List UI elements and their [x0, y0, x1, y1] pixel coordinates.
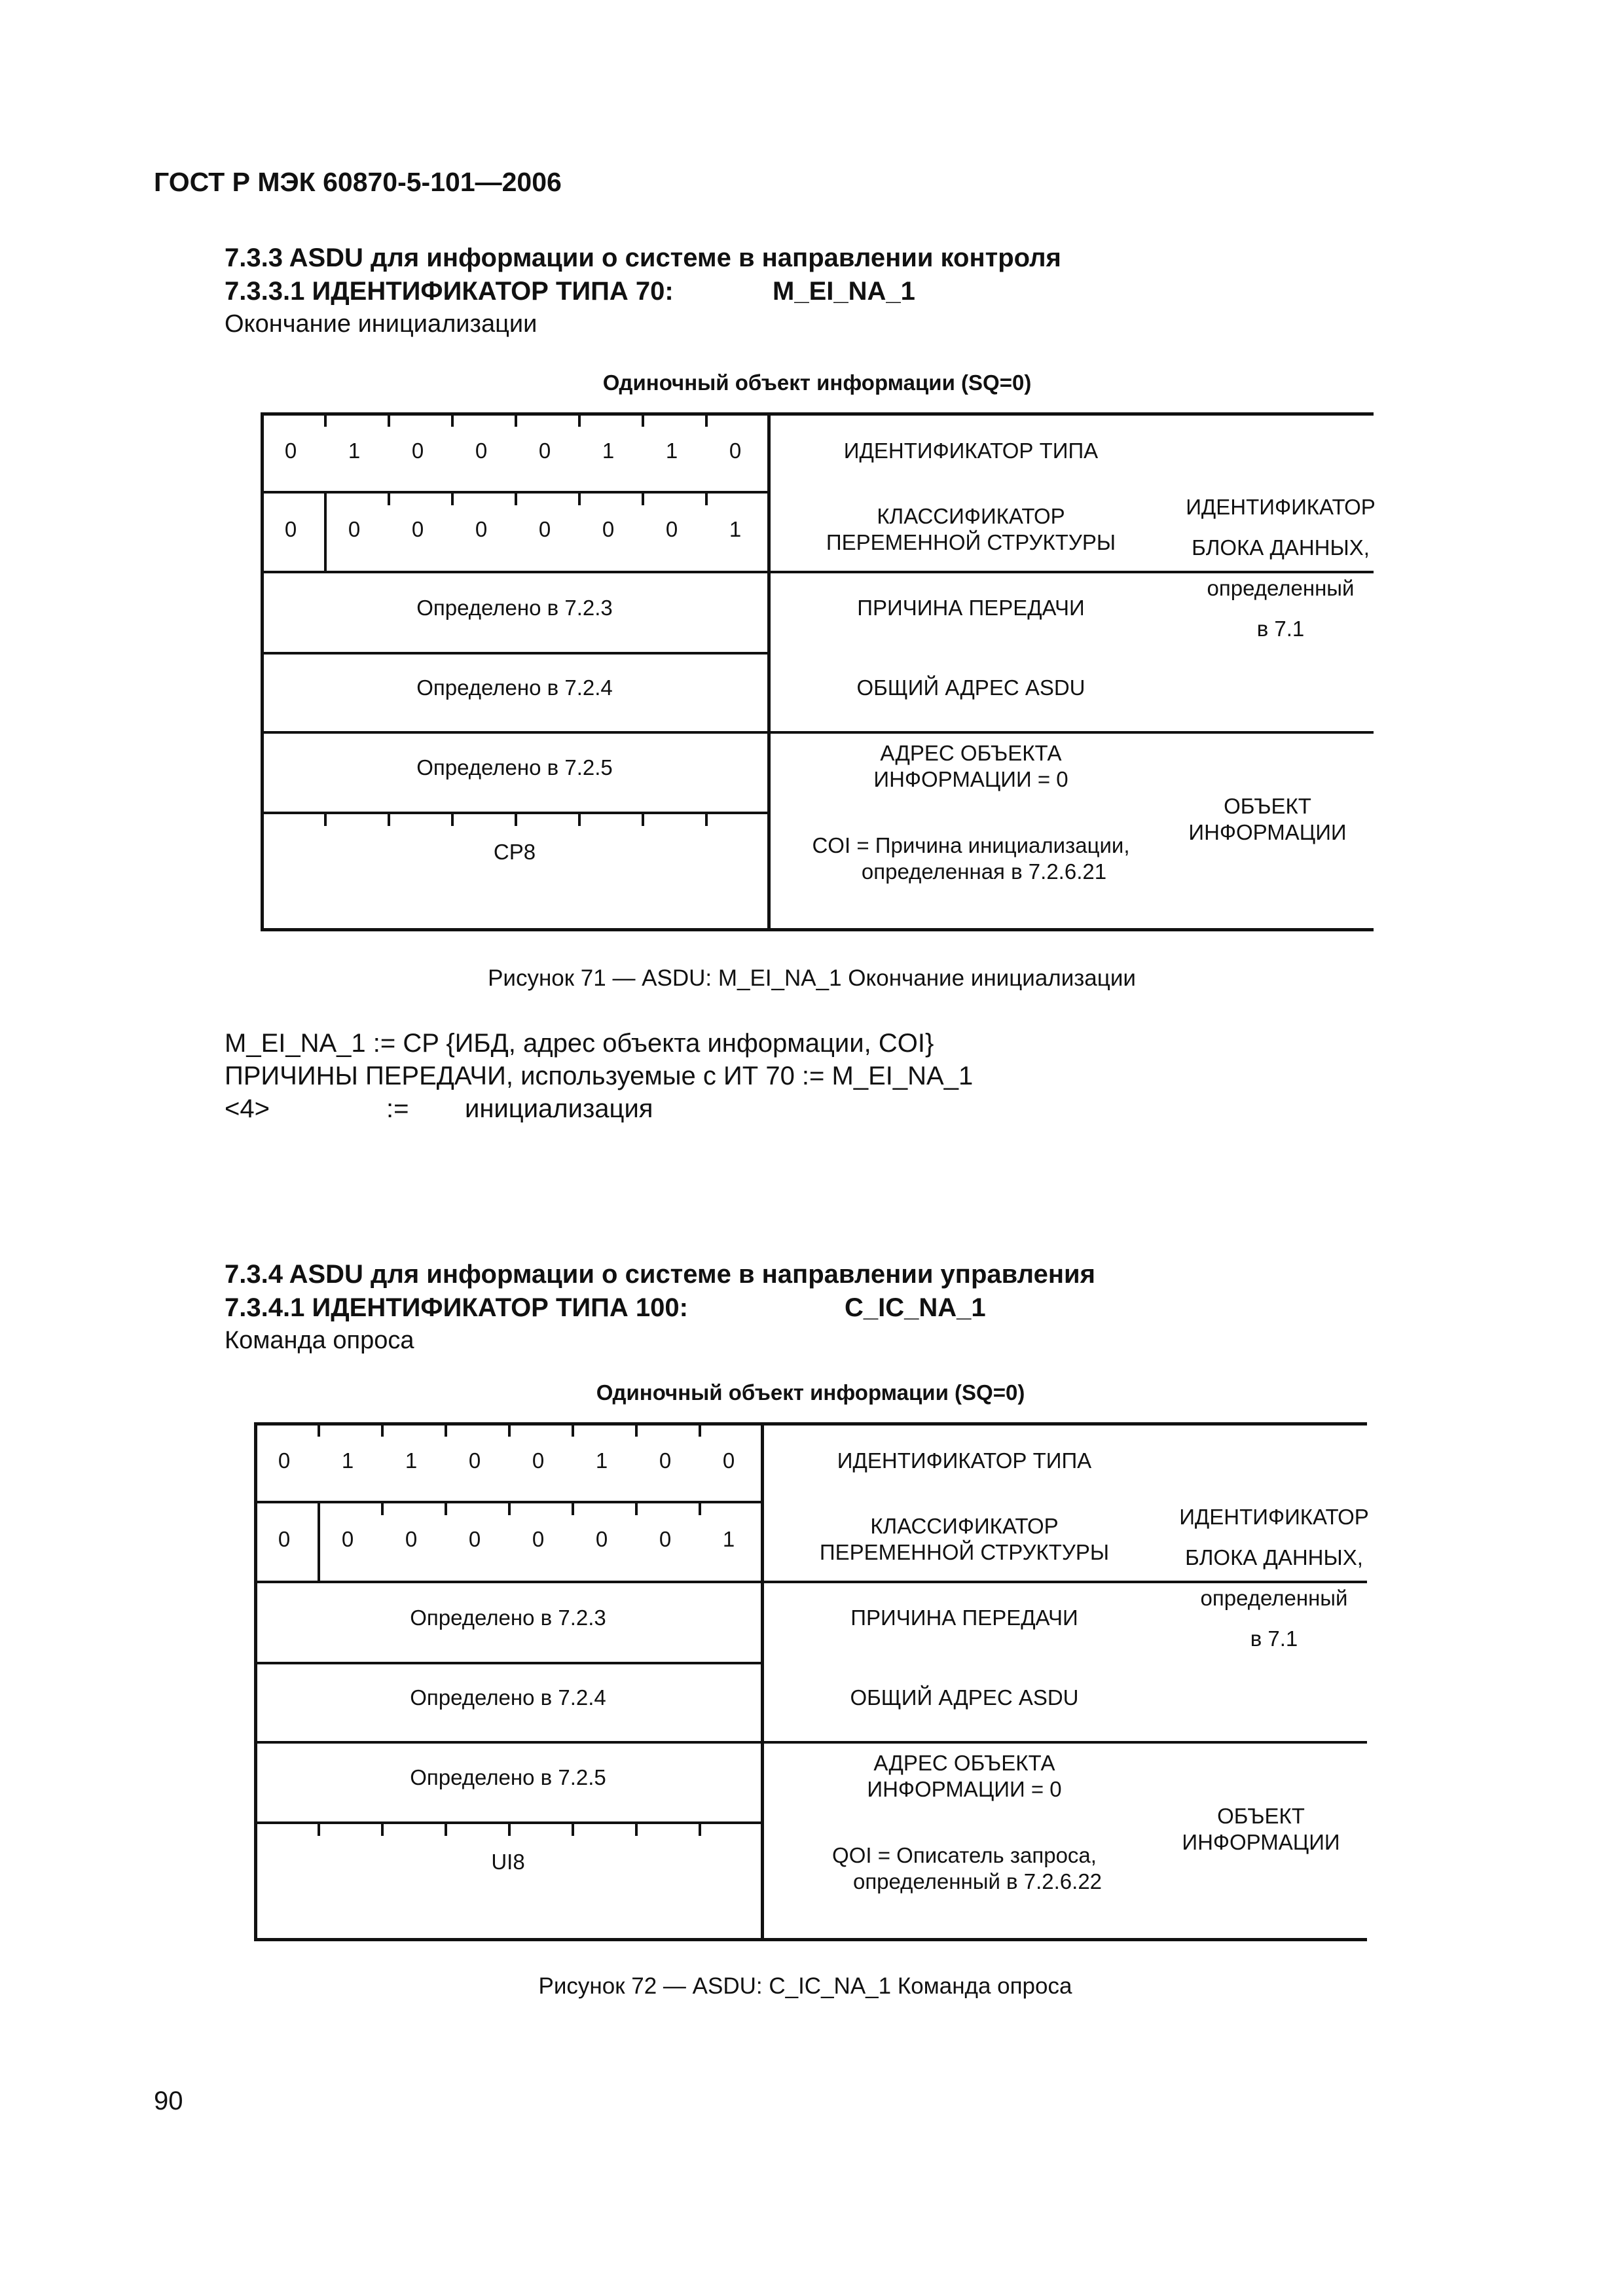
group-label: ИДЕНТИФИКАТОР: [1179, 1505, 1369, 1529]
section-heading: 7.3.4 ASDU для информации о системе в направлении управления: [225, 1260, 1095, 1289]
bit-value: 0: [659, 1448, 672, 1473]
bit-value: 0: [278, 1448, 291, 1473]
bit-value: 0: [595, 1527, 608, 1551]
bit-tick: [572, 1821, 574, 1836]
bit-value: 0: [538, 517, 551, 541]
group-label: ОБЪЕКТ: [1217, 1804, 1305, 1828]
row-text: Определено в 7.2.5: [410, 1765, 606, 1789]
bit-tick: [642, 812, 644, 826]
bit-tick: [635, 1422, 638, 1437]
bit-tick: [572, 1501, 574, 1515]
bit-value: 0: [532, 1527, 545, 1551]
bit-tick: [324, 812, 327, 826]
page-number: 90: [154, 2087, 183, 2115]
field-label: ИНФОРМАЦИИ = 0: [867, 1777, 1062, 1801]
bit-value: 1: [602, 439, 615, 463]
bit-tick: [642, 491, 644, 505]
bit-tick: [318, 1422, 320, 1437]
cause-op: :=: [386, 1094, 409, 1123]
bit-value: 0: [532, 1448, 545, 1473]
bit-tick: [445, 1422, 447, 1437]
bit-value: 1: [595, 1448, 608, 1473]
bit-value: 0: [468, 1527, 481, 1551]
type-heading: 7.3.4.1 ИДЕНТИФИКАТОР ТИПА 100:: [225, 1293, 688, 1322]
type-heading: 7.3.3.1 ИДЕНТИФИКАТОР ТИПА 70:: [225, 277, 674, 306]
bit-tick: [578, 412, 581, 427]
bit-value: 0: [475, 439, 488, 463]
bit-tick: [318, 1821, 320, 1836]
bit-divider: [324, 491, 327, 571]
row-text: Определено в 7.2.3: [410, 1605, 606, 1630]
bit-tick: [699, 1501, 701, 1515]
field-label: ПЕРЕМЕННОЙ СТРУКТУРЫ: [826, 530, 1116, 554]
rule-row: [261, 652, 769, 655]
field-label: QOI = Описатель запроса,: [832, 1843, 1097, 1867]
group-label: ИНФОРМАЦИИ: [1182, 1830, 1340, 1854]
bit-tick: [578, 491, 581, 505]
bit-tick: [451, 412, 454, 427]
bit-value: 0: [538, 439, 551, 463]
bit-value: 1: [341, 1448, 354, 1473]
bit-tick: [705, 491, 708, 505]
bit-tick: [578, 812, 581, 826]
bit-tick: [635, 1501, 638, 1515]
field-label: определенная в 7.2.6.21: [861, 859, 1107, 884]
bit-value: 0: [468, 1448, 481, 1473]
row-text: Определено в 7.2.3: [416, 596, 613, 620]
bit-value: 0: [341, 1527, 354, 1551]
bit-tick: [381, 1501, 384, 1515]
bit-tick: [381, 1821, 384, 1836]
field-label: ПЕРЕМЕННОЙ СТРУКТУРЫ: [819, 1540, 1110, 1564]
rule-top: [261, 412, 1374, 416]
group-label: ИНФОРМАЦИИ: [1188, 820, 1347, 844]
bit-value: 0: [278, 1527, 291, 1551]
rule-row: [261, 731, 1374, 734]
group-label: в 7.1: [1256, 617, 1305, 641]
row-text: CP8: [493, 840, 536, 864]
type-code: C_IC_NA_1: [845, 1293, 986, 1322]
rule-top: [254, 1422, 1367, 1426]
bit-tick: [699, 1422, 701, 1437]
bit-tick: [388, 491, 390, 505]
causes-line: ПРИЧИНЫ ПЕРЕДАЧИ, используемые с ИТ 70 := M_EI_NA_1: [225, 1062, 974, 1090]
bit-tick: [515, 812, 517, 826]
group-label: БЛОКА ДАННЫХ,: [1192, 535, 1370, 560]
bit-tick: [515, 491, 517, 505]
bit-tick: [388, 812, 390, 826]
bit-value: 1: [729, 517, 742, 541]
bit-value: 1: [722, 1527, 735, 1551]
bit-tick: [445, 1501, 447, 1515]
bit-value: 0: [284, 439, 297, 463]
frame-left: [261, 412, 264, 931]
field-label: ИНФОРМАЦИИ = 0: [873, 767, 1068, 791]
section-subtitle: Окончание инициализации: [225, 310, 538, 338]
bit-value: 0: [665, 517, 678, 541]
cause-code: <4>: [225, 1094, 270, 1123]
figure-title: Одиночный объект информации (SQ=0): [596, 1380, 1025, 1405]
group-label: ИДЕНТИФИКАТОР: [1186, 495, 1376, 519]
bit-tick: [705, 812, 708, 826]
bit-tick: [445, 1821, 447, 1836]
section-subtitle: Команда опроса: [225, 1327, 414, 1354]
field-label: ОБЩИЙ АДРЕС ASDU: [856, 675, 1085, 700]
field-label: КЛАССИФИКАТОР: [877, 504, 1065, 528]
bit-tick: [508, 1821, 511, 1836]
bit-tick: [324, 412, 327, 427]
section-heading: 7.3.3 ASDU для информации о системе в направлении контроля: [225, 243, 1061, 272]
frame-divider: [767, 412, 771, 931]
group-label: БЛОКА ДАННЫХ,: [1185, 1545, 1363, 1570]
field-label: ПРИЧИНА ПЕРЕДАЧИ: [850, 1605, 1078, 1630]
figure-caption: Рисунок 72 — ASDU: C_IC_NA_1 Команда опроса: [538, 1973, 1072, 1999]
rule-row: [254, 1662, 762, 1664]
bit-tick: [635, 1821, 638, 1836]
row-text: Определено в 7.2.4: [416, 675, 613, 700]
group-label: определенный: [1200, 1586, 1348, 1610]
field-label: ОБЩИЙ АДРЕС ASDU: [850, 1685, 1079, 1710]
bit-tick: [699, 1821, 701, 1836]
bit-tick: [381, 1422, 384, 1437]
frame-divider: [761, 1422, 764, 1941]
figure-title: Одиночный объект информации (SQ=0): [602, 370, 1032, 395]
rule-bottom: [261, 928, 1374, 931]
bit-value: 0: [722, 1448, 735, 1473]
bit-divider: [318, 1501, 320, 1581]
bit-value: 0: [405, 1527, 418, 1551]
bit-value: 0: [411, 439, 424, 463]
rule-row: [254, 1741, 1367, 1744]
bit-tick: [572, 1422, 574, 1437]
bit-tick: [515, 412, 517, 427]
document-header: ГОСТ Р МЭК 60870-5-101—2006: [154, 167, 562, 197]
cause-meaning: инициализация: [465, 1094, 653, 1123]
field-label: ПРИЧИНА ПЕРЕДАЧИ: [857, 596, 1085, 620]
bit-value: 0: [348, 517, 361, 541]
rule-bottom: [254, 1938, 1367, 1941]
asdu-figure-72: [254, 1376, 1380, 1965]
bit-tick: [451, 812, 454, 826]
bit-tick: [705, 412, 708, 427]
figure-caption: Рисунок 71 — ASDU: M_EI_NA_1 Окончание инициализации: [488, 965, 1136, 991]
field-label: АДРЕС ОБЪЕКТА: [880, 741, 1062, 765]
field-label: ИДЕНТИФИКАТОР ТИПА: [843, 439, 1099, 463]
group-label: ОБЪЕКТ: [1224, 794, 1311, 818]
bit-value: 0: [284, 517, 297, 541]
definition-line: M_EI_NA_1 := CP {ИБД, адрес объекта информации, COI}: [225, 1029, 934, 1058]
field-label: АДРЕС ОБЪЕКТА: [873, 1751, 1055, 1775]
bit-tick: [642, 412, 644, 427]
bit-value: 0: [475, 517, 488, 541]
bit-tick: [508, 1422, 511, 1437]
group-label: определенный: [1207, 576, 1355, 600]
row-text: Определено в 7.2.5: [416, 755, 613, 780]
frame-left: [254, 1422, 257, 1941]
bit-value: 1: [348, 439, 361, 463]
asdu-figure-71: [261, 367, 1387, 956]
bit-value: 1: [665, 439, 678, 463]
bit-value: 0: [602, 517, 615, 541]
bit-tick: [508, 1501, 511, 1515]
type-code: M_EI_NA_1: [773, 277, 915, 306]
bit-value: 0: [411, 517, 424, 541]
field-label: определенный в 7.2.6.22: [852, 1869, 1103, 1893]
bit-value: 1: [405, 1448, 418, 1473]
rule-row: [261, 571, 1374, 573]
field-label: КЛАССИФИКАТОР: [870, 1514, 1059, 1538]
bit-value: 0: [729, 439, 742, 463]
bit-tick: [451, 491, 454, 505]
rule-row: [254, 1581, 1367, 1583]
row-text: Определено в 7.2.4: [410, 1685, 606, 1710]
group-label: в 7.1: [1250, 1626, 1298, 1651]
bit-tick: [388, 412, 390, 427]
field-label: ИДЕНТИФИКАТОР ТИПА: [837, 1448, 1092, 1473]
row-text: UI8: [491, 1850, 525, 1874]
bit-value: 0: [659, 1527, 672, 1551]
field-label: COI = Причина инициализации,: [812, 833, 1130, 857]
